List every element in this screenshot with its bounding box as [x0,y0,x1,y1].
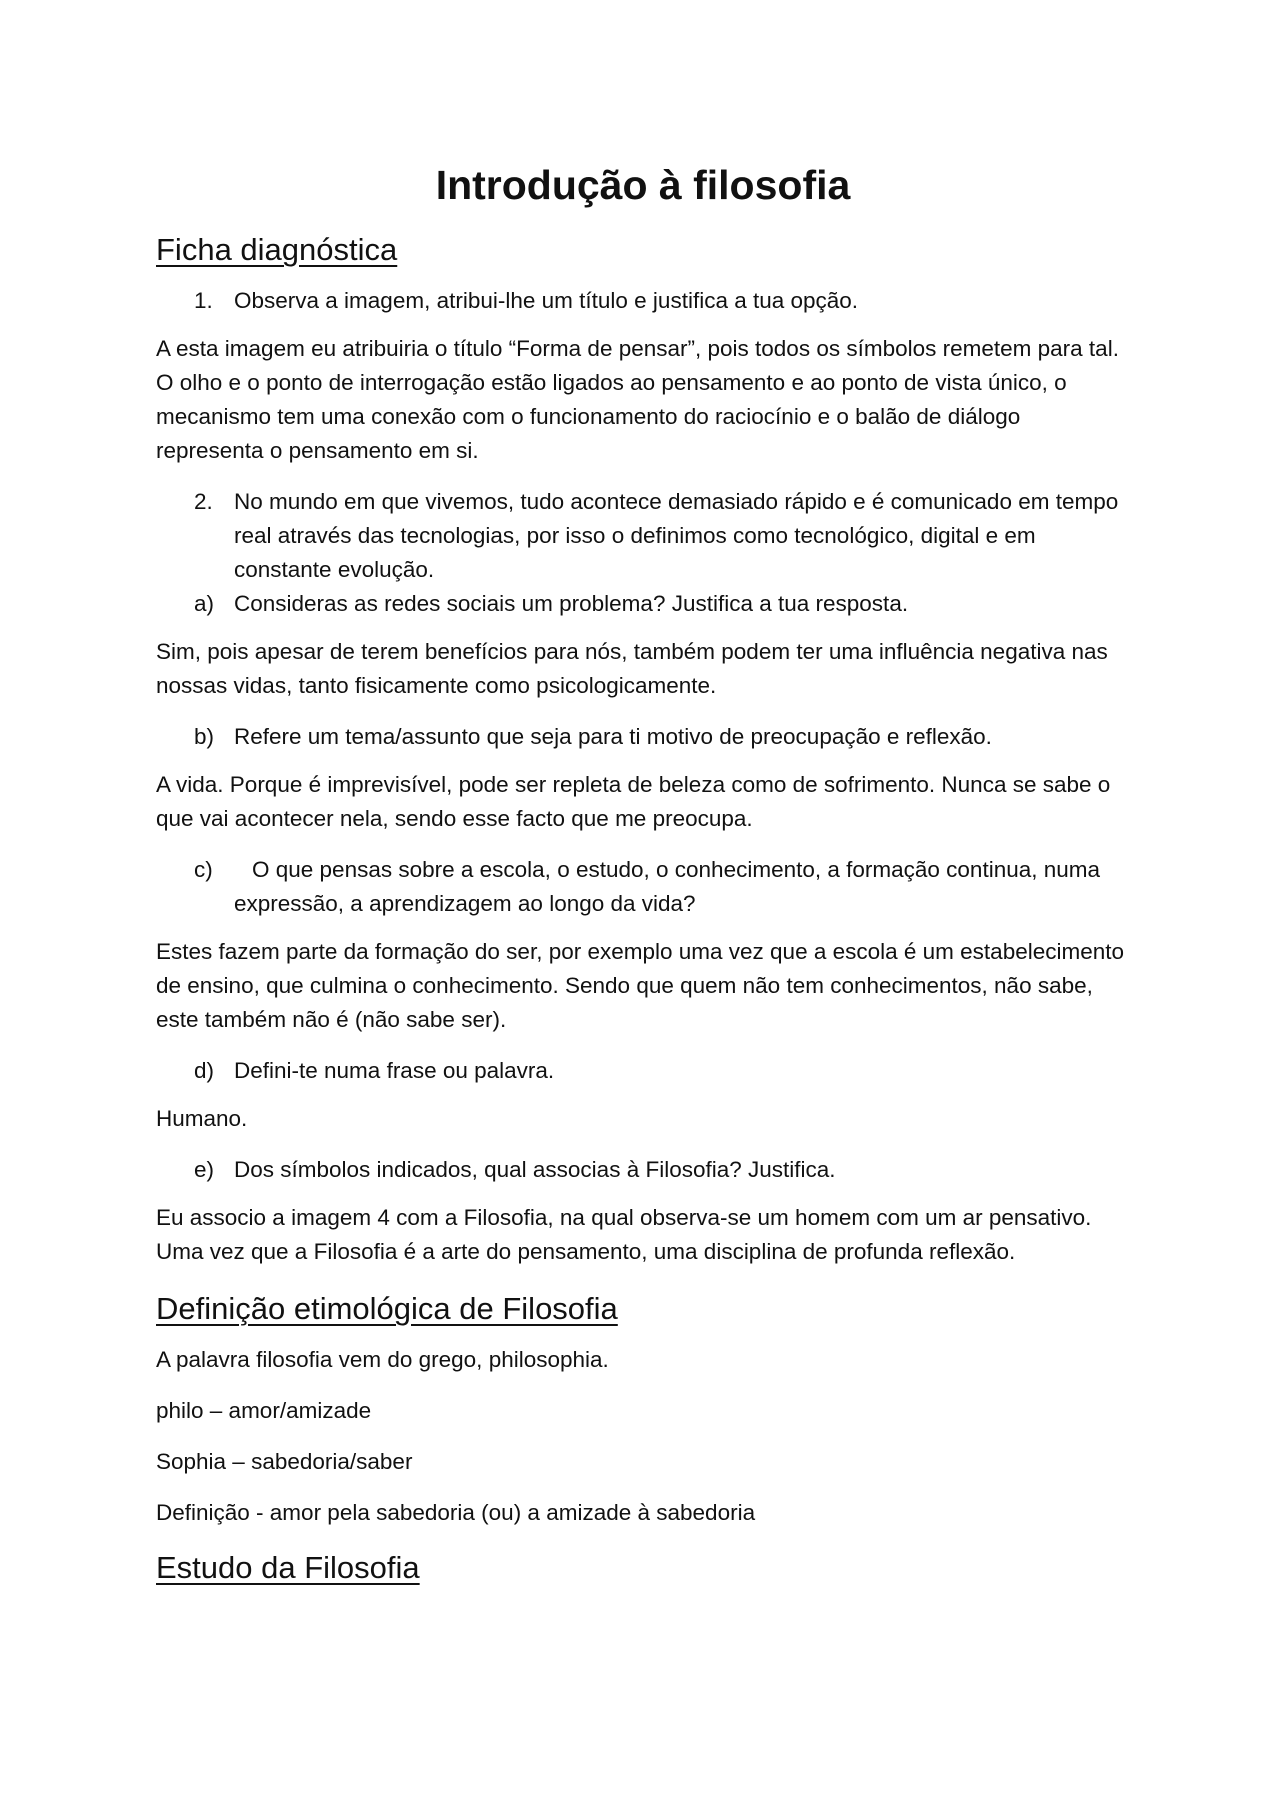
question-text: O que pensas sobre a escola, o estudo, o conhecimento, a formação continua, numa expressão, a aprendizagem ao longo da vida? [234,857,1101,916]
answer-b: A vida. Porque é imprevisível, pode ser repleta de beleza como de sofrimento. Nunca se sabe o que vai acontecer nela, sendo esse facto que me preocupa. [156,772,1111,831]
question-marker: a) [194,591,215,616]
answer-c: Estes fazem parte da formação do ser, por exemplo uma vez que a escola é um estabelecimento de ensino, que culmina o conhecimento. Sendo que quem não tem conhecimentos, não sabe, este também não é (não sabe ser). [156,939,1125,1032]
question-d [156,1054,1130,1088]
question-marker: b) [194,724,215,749]
etymology-line: philo – amor/amizade [156,1398,372,1423]
question-1 [156,284,1130,318]
answer-a: Sim, pois apesar de terem benefícios para nós, também podem ter uma influência negativa nas nossas vidas, tanto fisicamente como psicologicamente. [156,639,1108,698]
question-text: No mundo em que vivemos, tudo acontece demasiado rápido e é comunicado em tempo real através das tecnologias, por isso o definimos como tecnológico, digital e em constante evolução. [234,489,1119,582]
etymology-line: Definição - amor pela sabedoria (ou) a amizade à sabedoria [156,1500,756,1525]
answer-d: Humano. [156,1106,248,1131]
question-e [156,1153,1130,1187]
section-heading-definicao: Definição etimológica de Filosofia [156,1291,618,1326]
document-title: Introdução à filosofia [435,162,851,208]
question-marker: c) [194,857,213,882]
question-text: Dos símbolos indicados, qual associas à Filosofia? Justifica. [234,1157,836,1182]
question-text: Observa a imagem, atribui-lhe um título e justifica a tua opção. [234,288,859,313]
question-marker: d) [194,1058,215,1083]
question-marker: e) [194,1157,215,1182]
question-text: Defini-te numa frase ou palavra. [234,1058,555,1083]
question-a [156,587,1130,621]
question-b [156,720,1130,754]
answer-e: Eu associo a imagem 4 com a Filosofia, na qual observa-se um homem com um ar pensativo. Uma vez que a Filosofia é a arte do pensamento, uma disciplina de profunda reflexão. [156,1205,1092,1264]
question-marker: 1. [194,288,213,313]
question-marker: 2. [194,489,213,514]
etymology-line: Sophia – sabedoria/saber [156,1449,413,1474]
question-text: Refere um tema/assunto que seja para ti motivo de preocupação e reflexão. [234,724,992,749]
etymology-line: A palavra filosofia vem do grego, philosophia. [156,1347,609,1372]
answer-1: A esta imagem eu atribuiria o título “Forma de pensar”, pois todos os símbolos remetem para tal. O olho e o ponto de interrogação estão ligados ao pensamento e ao ponto de vista único, o mecanismo tem uma conexão com o funcionamento do raciocínio e o balão de diálogo representa o pensamento em si. [156,336,1119,463]
question-2 [156,485,1130,587]
question-c [156,853,1130,921]
question-text: Consideras as redes sociais um problema? Justifica a tua resposta. [234,591,909,616]
section-heading-ficha: Ficha diagnóstica [156,232,398,267]
section-heading-estudo: Estudo da Filosofia [156,1550,420,1585]
